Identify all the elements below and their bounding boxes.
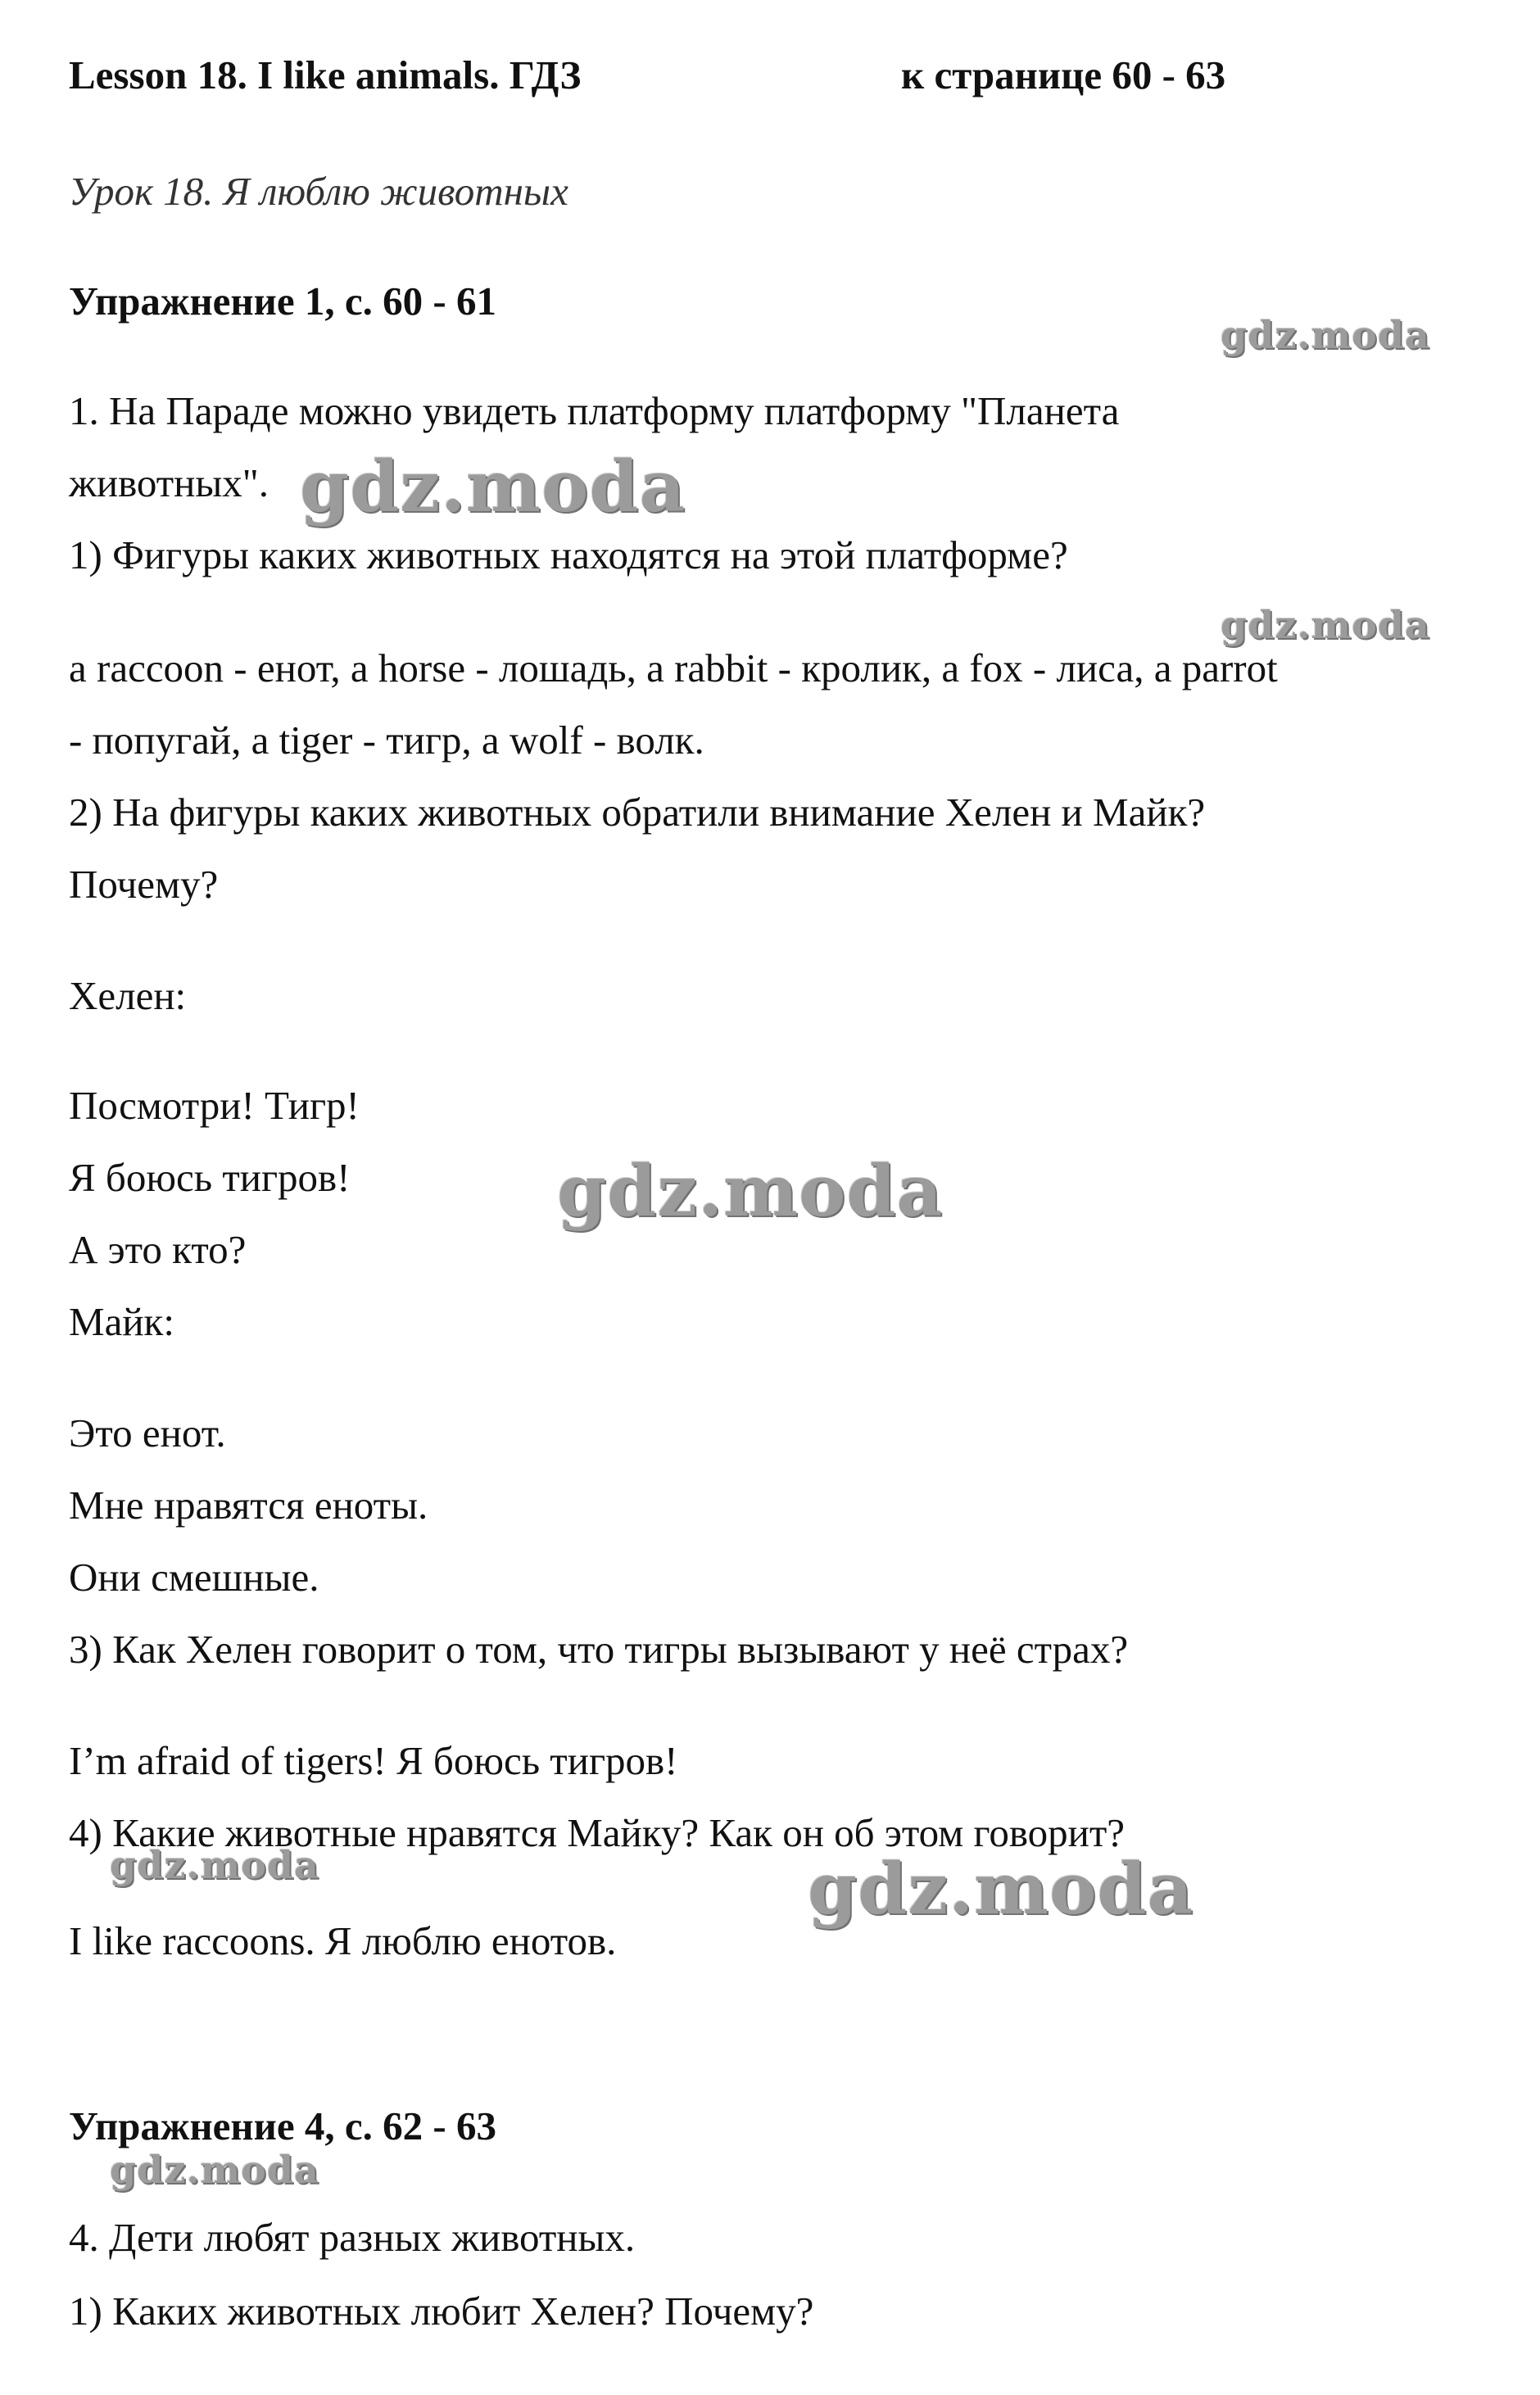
dialogue-line: Мне нравятся еноты. bbox=[69, 1483, 428, 1528]
watermark: gdz.moda bbox=[808, 1848, 1194, 1931]
watermark: gdz.moda bbox=[110, 1843, 319, 1887]
watermark: gdz.moda bbox=[110, 2148, 319, 2192]
exercise-text-line: 3) Как Хелен говорит о том, что тигры вызывают у неё страх? bbox=[69, 1627, 1129, 1672]
exercise-text-line: 4. Дети любят разных животных. bbox=[69, 2215, 636, 2260]
answer-text-line: I’m afraid of tigers! Я боюсь тигров! bbox=[69, 1738, 678, 1783]
exercise-text-line: 1) Фигуры каких животных находятся на этой платформе? bbox=[69, 532, 1068, 577]
exercise-1-heading: Упражнение 1, с. 60 - 61 bbox=[69, 278, 496, 324]
exercise-text-line: Почему? bbox=[69, 862, 219, 907]
page-range: к странице 60 - 63 bbox=[901, 52, 1226, 97]
dialogue-line: Я боюсь тигров! bbox=[69, 1155, 351, 1200]
lesson-subtitle: Урок 18. Я люблю животных bbox=[69, 169, 568, 214]
dialogue-line: А это кто? bbox=[69, 1227, 247, 1272]
watermark: gdz.moda bbox=[557, 1150, 944, 1233]
answer-text-line: a raccoon - енот, a horse - лошадь, a rabbit - кролик, a fox - лиса, a parrot bbox=[69, 645, 1278, 690]
watermark: gdz.moda bbox=[1221, 313, 1430, 357]
speaker-label: Майк: bbox=[69, 1299, 174, 1344]
watermark: gdz.moda bbox=[1221, 603, 1430, 647]
watermark: gdz.moda bbox=[300, 446, 686, 528]
dialogue-line: Посмотри! Тигр! bbox=[69, 1083, 360, 1128]
exercise-text-line: 4) Какие животные нравятся Майку? Как он об этом говорит? bbox=[69, 1810, 1126, 1855]
exercise-4-heading: Упражнение 4, с. 62 - 63 bbox=[69, 2103, 496, 2148]
dialogue-line: Они смешные. bbox=[69, 1555, 319, 1600]
exercise-text-line: животных". bbox=[69, 460, 270, 505]
dialogue-line: Это енот. bbox=[69, 1410, 226, 1456]
lesson-title: Lesson 18. I like animals. ГДЗ bbox=[69, 52, 582, 97]
exercise-text-line: 1. На Параде можно увидеть платформу платформу "Планета bbox=[69, 388, 1120, 433]
answer-text-line: I like raccoons. Я люблю енотов. bbox=[69, 1918, 617, 1963]
exercise-text-line: 1) Каких животных любит Хелен? Почему? bbox=[69, 2289, 814, 2334]
answer-text-line: - попугай, a tiger - тигр, a wolf - волк. bbox=[69, 718, 704, 763]
exercise-text-line: 2) На фигуры каких животных обратили внимание Хелен и Майк? bbox=[69, 790, 1206, 835]
speaker-label: Хелен: bbox=[69, 973, 187, 1018]
